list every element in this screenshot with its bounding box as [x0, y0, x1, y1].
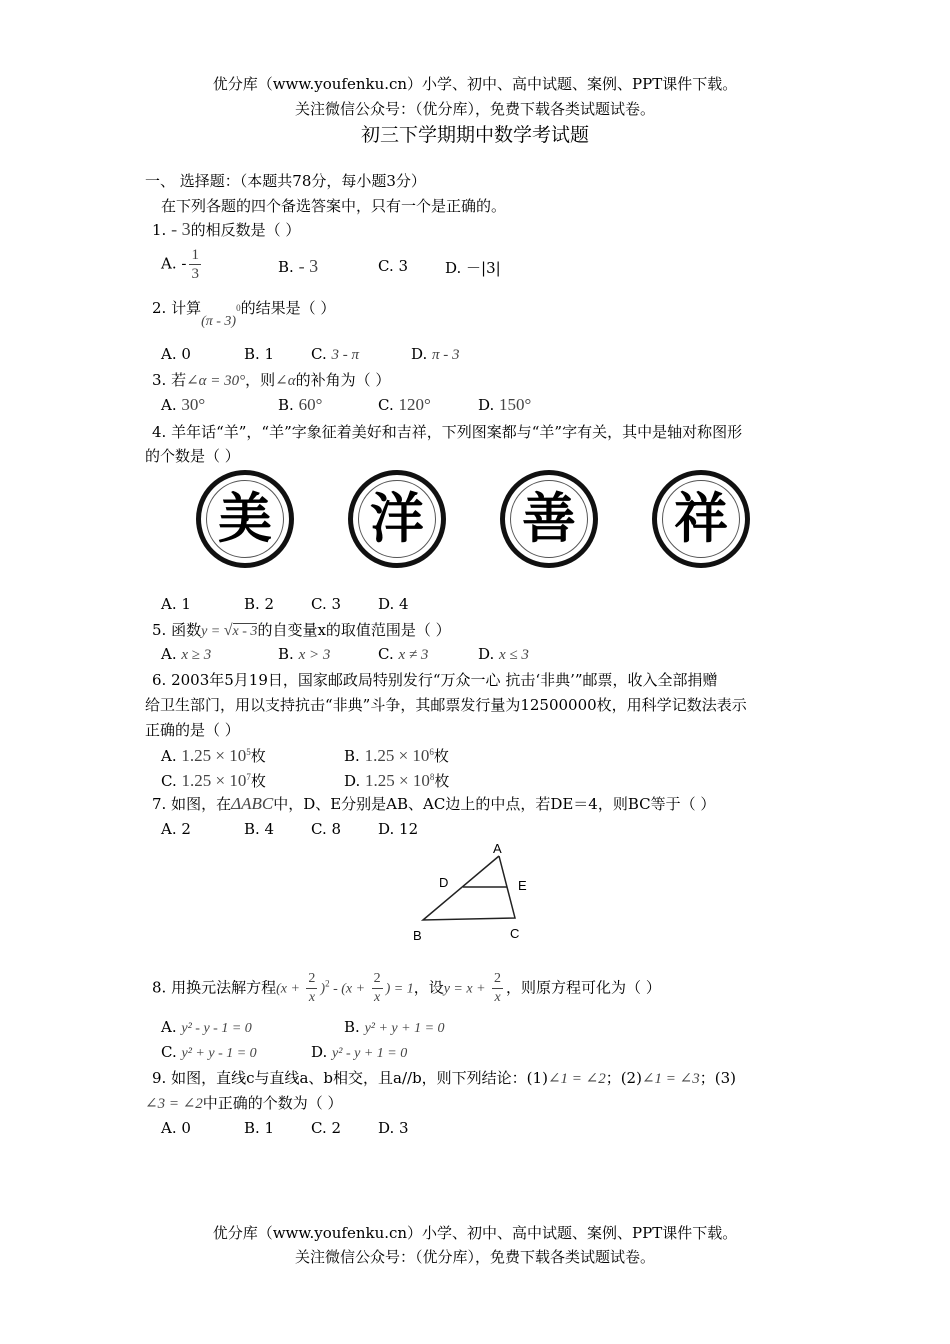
- page-title: 初三下学期期中数学考试题: [360, 124, 589, 146]
- section-instruction: 在下列各题的四个备选答案中，只有一个是正确的。: [161, 197, 507, 215]
- q6-option-d: D. $1.25 \times 10^8$枚: [344, 771, 450, 790]
- q7-option-a: A. 2: [161, 820, 191, 838]
- q1-option-b: B. - 3: [278, 256, 319, 276]
- fraction: $\frac{1}{3}$: [191, 247, 199, 282]
- q9-option-c: C. 2: [311, 1119, 342, 1137]
- question-9-line-1: 9. 如图，直线c与直线a、b相交，且a//b，则下列结论：(1)∠1 = ∠2；(2)∠1 = ∠3；(3): [152, 1069, 736, 1087]
- question-2: 2. 计算(π - 3)$^0$的结果是（ ）: [152, 299, 336, 329]
- q9-option-d: D. 3: [378, 1119, 409, 1137]
- question-6-line-1: 6. 2003年5月19日，国家邮政局特别发行“万众一心 抗击‘非典’”邮票，收入全部捐赠: [152, 671, 718, 689]
- q9-option-a: A. 0: [161, 1119, 191, 1137]
- q8-option-c: C. y² + y - 1 = 0: [161, 1043, 257, 1061]
- seal-image-yang: 洋: [348, 470, 446, 568]
- seal-image-mei: 美: [196, 470, 294, 568]
- question-1: 1. - 3的相反数是（ ）: [152, 219, 301, 239]
- seal-image-shan: 善: [500, 470, 598, 568]
- label-b: B: [413, 928, 422, 943]
- question-4-line-2: 的个数是（ ）: [145, 447, 240, 465]
- q1-option-c: C. 3: [378, 257, 409, 275]
- question-6-line-2: 给卫生部门，用以支持抗击“非典”斗争，其邮票发行量为12500000枚，用科学记数法表示: [145, 696, 747, 714]
- q1-option-a: A. - $\frac{1}{3}$: [161, 247, 199, 282]
- q2-option-d: D. π - 3: [411, 345, 460, 363]
- q5-option-d: D. x ≤ 3: [478, 645, 529, 663]
- q2-option-c: C. 3 - π: [311, 345, 360, 363]
- footer-line-2: 关注微信公众号：（优分库），免费下载各类试题试卷。: [294, 1248, 655, 1266]
- q2-option-a: A. 0: [161, 345, 191, 363]
- q7-option-b: B. 4: [244, 820, 275, 838]
- q2-option-b: B. 1: [244, 345, 275, 363]
- q9-option-b: B. 1: [244, 1119, 275, 1137]
- q4-option-c: C. 3: [311, 595, 342, 613]
- header-line-2: 关注微信公众号：（优分库），免费下载各类试题试卷。: [294, 100, 655, 118]
- q3-option-a: A. 30°: [161, 395, 206, 414]
- question-8: 8. 用换元法解方程(x + $\frac{2}{x}$ )$^2$ - (x + $\frac{2}{x}$ ) = 1，设y = x + $\frac{2}{x}$ ，则原方程可化为（ ）: [152, 971, 661, 1005]
- label-d: D: [439, 875, 449, 890]
- q5-option-c: C. x ≠ 3: [378, 645, 429, 663]
- q3-option-c: C. 120°: [378, 395, 431, 414]
- q4-option-a: A. 1: [161, 595, 191, 613]
- q7-option-d: D. 12: [378, 820, 419, 838]
- seal-image-xiang: 祥: [652, 470, 750, 568]
- q6-option-c: C. $1.25 \times 10^7$枚: [161, 771, 266, 790]
- q5-option-b: B. x > 3: [278, 645, 331, 663]
- question-5: 5. 函数y = √x - 3的自变量x的取值范围是（ ）: [152, 621, 451, 639]
- q7-option-c: C. 8: [311, 820, 342, 838]
- label-a: A: [493, 841, 502, 856]
- q1-option-d: D. －|3|: [445, 259, 501, 277]
- q4-option-b: B. 2: [244, 595, 275, 613]
- question-9-line-2: ∠3 = ∠2中正确的个数为（ ）: [145, 1094, 343, 1112]
- q6-option-a: A. $1.25 \times 10^5$枚: [161, 746, 266, 765]
- q3-option-b: B. 60°: [278, 395, 323, 414]
- header-line-1: 优分库（www.youfenku.cn）小学、初中、高中试题、案例、PPT课件下载。: [212, 75, 738, 93]
- section-heading: 一、 选择题：（本题共78分，每小题3分）: [145, 172, 426, 190]
- question-4-line-1: 4. 羊年话“羊”，“羊”字象征着美好和吉祥，下列图案都与“羊”字有关，其中是轴对称图形: [152, 423, 743, 441]
- question-6-line-3: 正确的是（ ）: [145, 721, 240, 739]
- q3-option-d: D. 150°: [478, 395, 532, 414]
- label-c: C: [510, 926, 520, 941]
- q6-option-b: B. $1.25 \times 10^6$枚: [344, 746, 449, 765]
- label-e: E: [518, 878, 527, 893]
- triangle-figure: [405, 838, 545, 948]
- footer-line-1: 优分库（www.youfenku.cn）小学、初中、高中试题、案例、PPT课件下载。: [212, 1224, 738, 1242]
- question-7: 7. 如图，在ΔABC中，D、E分别是AB、AC边上的中点，若DE＝4，则BC等于（ ）: [152, 794, 716, 813]
- q5-option-a: A. x ≥ 3: [161, 645, 212, 663]
- question-3: 3. 若∠α = 30°，则∠α的补角为（ ）: [152, 371, 391, 389]
- q4-option-d: D. 4: [378, 595, 409, 613]
- q8-option-d: D. y² - y + 1 = 0: [311, 1043, 408, 1061]
- triangle-abc: [423, 856, 515, 920]
- q8-option-a: A. y² - y - 1 = 0: [161, 1018, 252, 1036]
- q8-option-b: B. y² + y + 1 = 0: [344, 1018, 445, 1036]
